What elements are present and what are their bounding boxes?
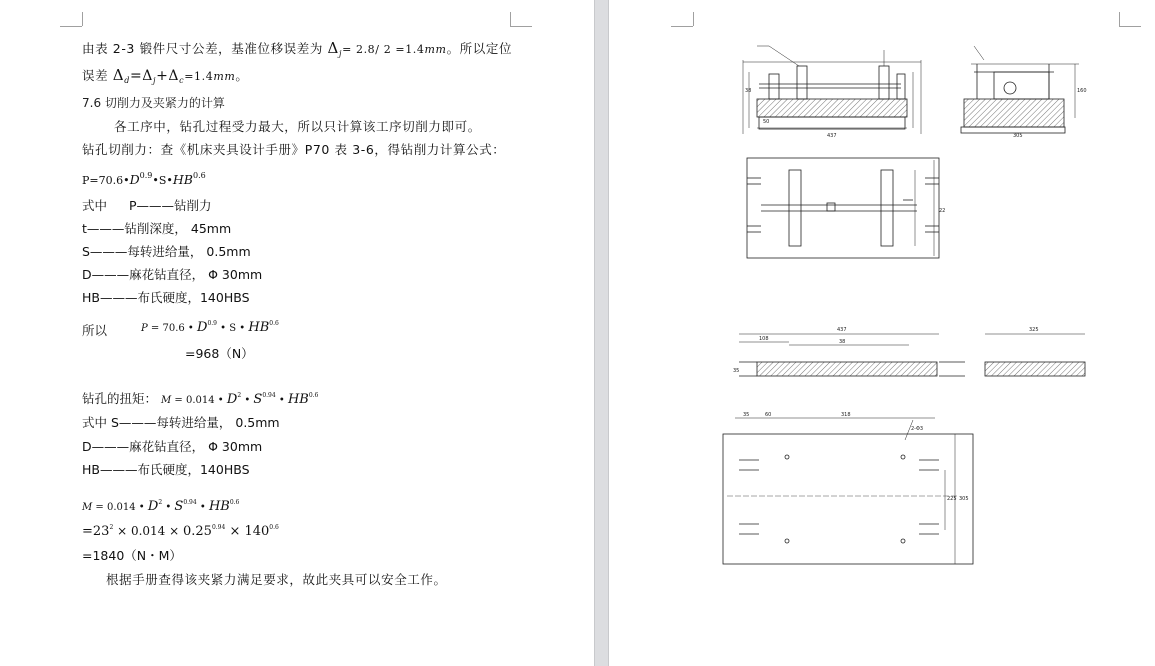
dim-label: 60 <box>765 412 772 418</box>
formula-rhs: = 2.8/ 2 =1.4 <box>342 43 425 56</box>
technical-drawings <box>609 0 1155 666</box>
def2-d: D———麻花钻直径， Φ 30mm <box>82 439 263 454</box>
formula-s: • <box>241 395 254 406</box>
line-1 <box>82 40 512 62</box>
calc-exp: 0.94 <box>211 524 226 531</box>
paragraph-1: 各工序中，钻孔过程受力最大，所以只计算该工序切削力即可。 <box>114 119 481 134</box>
formula-rhs: =1.4 <box>184 70 214 83</box>
formula-unit: mm <box>213 70 236 83</box>
def2-s: 式中 S———每转进给量， 0.5mm <box>82 415 280 430</box>
def-d: D———麻花钻直径， Φ 30mm <box>82 267 263 282</box>
formula-exp: 2 <box>237 392 242 399</box>
formula-hb: HB <box>248 320 270 335</box>
formula-lhs: M <box>82 502 93 513</box>
dim-label: 35 <box>733 368 740 374</box>
formula-lhs: P <box>141 323 148 334</box>
dim-label: 225 <box>947 496 957 502</box>
formula-sub: d <box>124 76 130 85</box>
formula-lhs: M <box>161 395 172 406</box>
formula-hb: HB <box>172 172 193 187</box>
suoyi-line <box>82 320 279 341</box>
torque-line <box>82 388 318 409</box>
calc-d: × 140 <box>225 524 270 539</box>
result-m: =1840（N・M） <box>82 548 182 563</box>
result-p: =968（N） <box>185 346 254 361</box>
formula-lhs: P=70.6• <box>82 174 130 187</box>
suoyi: 所以 <box>82 323 108 338</box>
line-2 <box>82 67 249 89</box>
formula-unit: mm <box>424 43 447 56</box>
formula-exp: 2 <box>158 499 163 506</box>
dim-label: 305 <box>959 496 969 502</box>
dim-label: 2-Φ3 <box>911 426 924 432</box>
calc-line <box>82 520 279 540</box>
def-intro-line <box>82 198 212 214</box>
drawing-base-plan <box>723 418 973 564</box>
calc-exp: 2 <box>109 524 114 531</box>
formula-p <box>82 168 206 189</box>
formula-s-var: S <box>253 392 263 407</box>
formula-mid: = 0.014 • <box>171 395 227 406</box>
formula-exp: 0.6 <box>192 171 206 180</box>
def-p: P———钻削力 <box>129 198 212 213</box>
dim-label: 38 <box>839 339 846 345</box>
drawing-top-view <box>747 158 939 258</box>
formula-exp: 0.6 <box>229 499 240 506</box>
page-gutter <box>594 0 609 666</box>
formula-sep: • <box>275 395 288 406</box>
def2-hb: HB———布氏硬度，140HBS <box>82 462 250 477</box>
formula-d: D <box>197 320 208 335</box>
formula-mid: = 70.6 • <box>147 323 197 334</box>
right-page <box>609 0 1155 666</box>
def-s: S———每转进给量， 0.5mm <box>82 244 251 259</box>
formula-sub: j <box>153 76 157 85</box>
dim-label: 108 <box>759 336 769 342</box>
formula-delta: Δ <box>327 39 339 57</box>
formula-delta-c: +Δ <box>156 68 180 84</box>
formula-delta-j: =Δ <box>129 68 153 84</box>
formula-delta-d: Δ <box>112 66 125 84</box>
calc-b: × 0.014 × <box>113 524 183 538</box>
formula-s: •S• <box>152 174 173 187</box>
conclusion: 根据手册查得该夹紧力满足要求，故此夹具可以安全工作。 <box>106 572 447 587</box>
formula-m-2 <box>82 495 239 516</box>
formula-exp: 0.94 <box>262 392 276 399</box>
line-2-text: 误差 <box>82 68 109 83</box>
calc-c: 0.25 <box>183 524 212 539</box>
dim-label: 305 <box>1013 133 1023 139</box>
torque-label: 钻孔的扭矩： <box>82 391 158 406</box>
formula-hb: HB <box>208 499 230 514</box>
line-2-tail: 。 <box>235 68 249 83</box>
formula-exp: 0.6 <box>269 320 279 327</box>
calc-exp: 0.6 <box>269 524 279 531</box>
drawing-base-section <box>739 334 1085 376</box>
def-hb: HB———布氏硬度，140HBS <box>82 290 250 305</box>
formula-s-var: S <box>174 499 184 514</box>
formula-s: • S • <box>216 323 249 334</box>
drawing-front-view <box>743 46 921 134</box>
formula-exp: 0.6 <box>308 392 319 399</box>
formula-exp: 0.9 <box>139 171 153 180</box>
line-1-text: 由表 2-3 锻件尺寸公差，基准位移误差为 <box>82 41 323 56</box>
dim-label: 160 <box>1077 88 1087 94</box>
formula-d: D <box>147 499 159 514</box>
formula-d: D <box>129 172 140 187</box>
formula-sub: j <box>338 49 343 58</box>
def-t: t———钻削深度， 45mm <box>82 221 232 236</box>
dim-label: 437 <box>837 327 847 333</box>
dim-label: 22 <box>939 208 946 214</box>
section-title: 7.6 切削力及夹紧力的计算 <box>82 96 225 110</box>
formula-exp: 0.9 <box>207 320 217 327</box>
calc-a: =23 <box>82 524 110 539</box>
dim-label: 50 <box>763 119 770 125</box>
dim-label: 437 <box>827 133 837 139</box>
formula-sep: • <box>196 502 209 513</box>
drawing-side-view <box>961 46 1079 133</box>
dim-label: 318 <box>841 412 851 418</box>
paragraph-2: 钻孔切削力：查《机床夹具设计手册》P70 表 3-6，得钻削力计算公式： <box>82 142 506 157</box>
formula-sub: c <box>179 76 185 85</box>
formula-d: D <box>226 392 238 407</box>
formula-exp: 0.94 <box>183 499 197 506</box>
def-intro: 式中 <box>82 198 108 213</box>
formula-mid: = 0.014 • <box>92 502 148 513</box>
formula-s: • <box>162 502 175 513</box>
dim-label: 35 <box>743 412 750 418</box>
dim-label: 38 <box>745 88 752 94</box>
line-1-tail: 。所以定位 <box>446 41 513 56</box>
formula-hb: HB <box>287 392 309 407</box>
dim-label: 325 <box>1029 327 1039 333</box>
